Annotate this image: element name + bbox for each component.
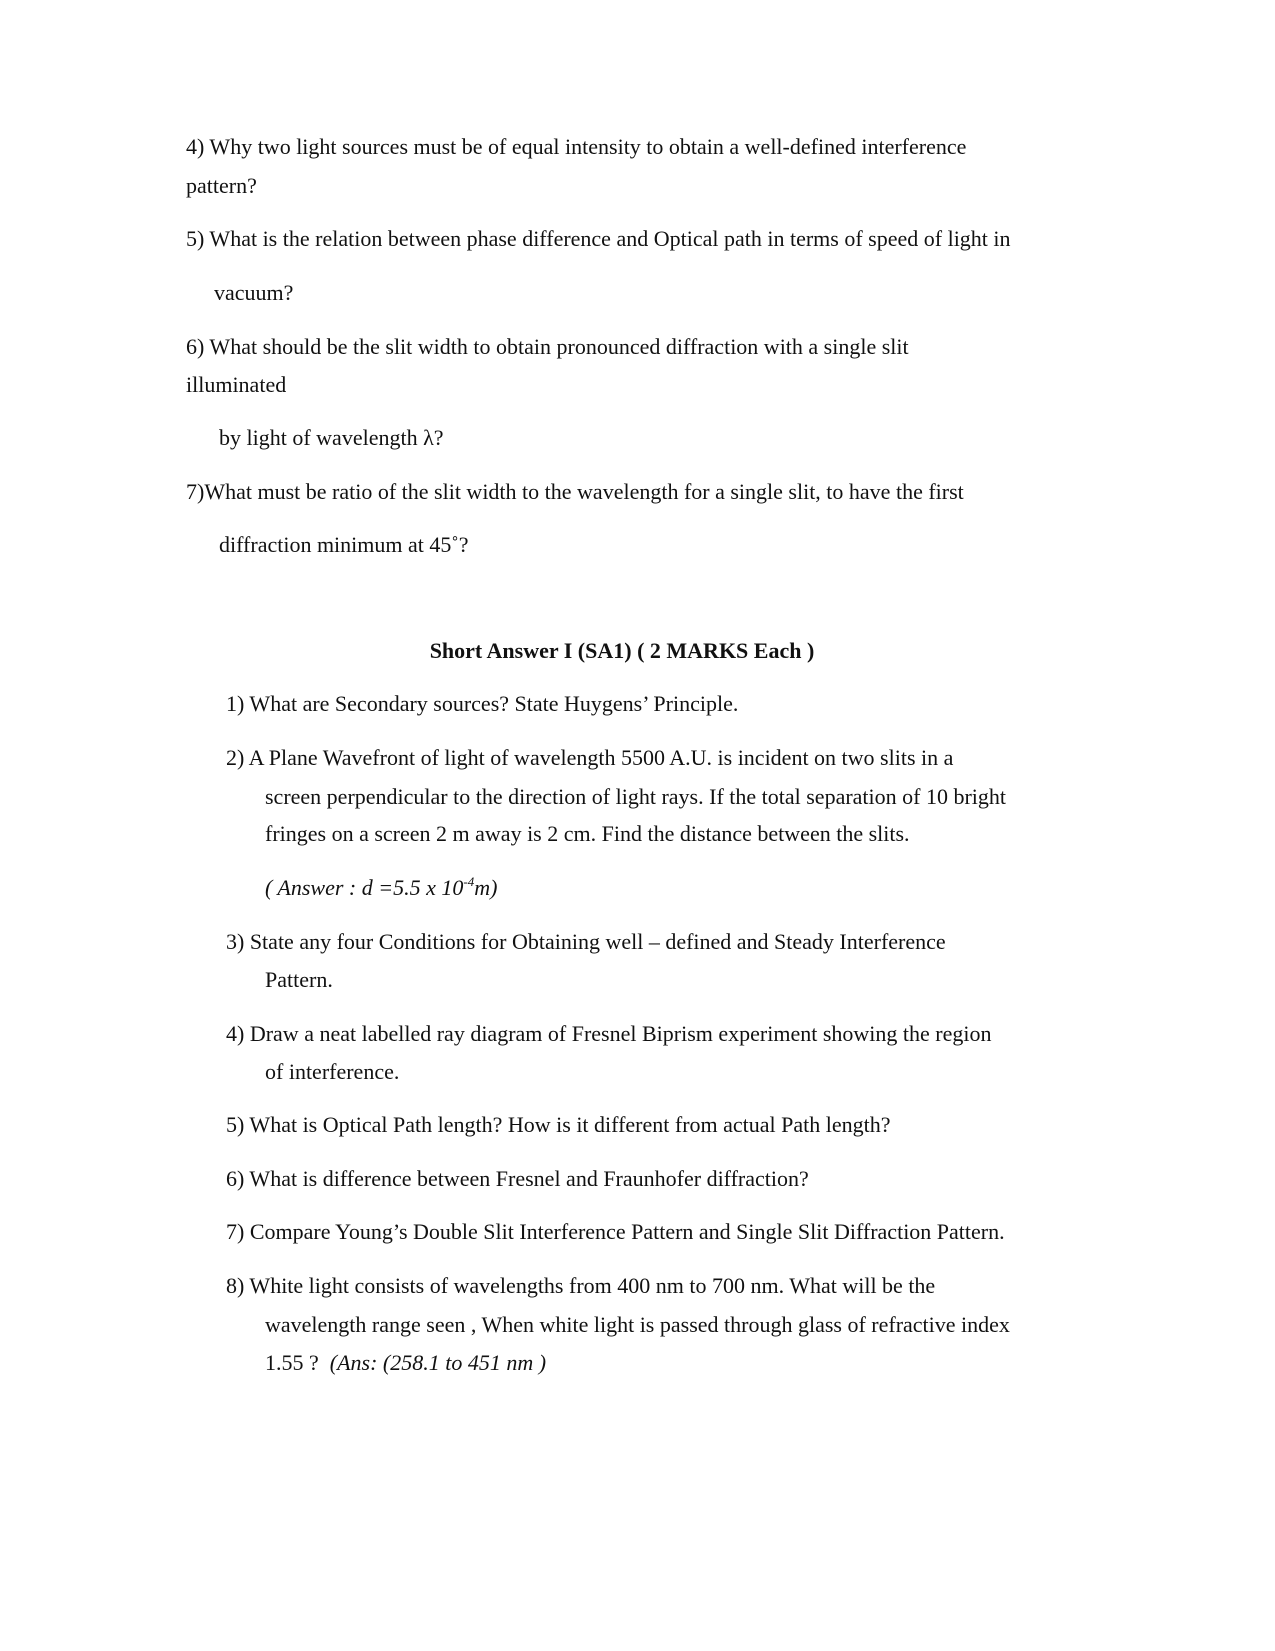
answer-exponent: -4 [463, 874, 475, 889]
sa1-question-5: 5) What is Optical Path length? How is it different from actual Path length? [226, 1112, 891, 1137]
question-7-line-1: 7)What must be ratio of the slit width to the wavelength for a single slit, to have the first [186, 479, 964, 504]
sa1-question-1: 1) What are Secondary sources? State Huygens’ Principle. [226, 691, 739, 716]
sa1-question-8-line-2: wavelength range seen , When white light is passed through glass of refractive index [265, 1312, 1010, 1337]
sa1-question-6: 6) What is difference between Fresnel and Fraunhofer diffraction? [226, 1166, 809, 1191]
sa1-question-4-line-2: of interference. [265, 1059, 400, 1084]
question-6-line-3: by light of wavelength λ? [219, 425, 444, 450]
section-heading: Short Answer I (SA1) ( 2 MARKS Each ) [429, 638, 815, 663]
answer-suffix: m) [474, 875, 498, 900]
sa1-question-8-line-1: 8) White light consists of wavelengths from 400 nm to 700 nm. What will be the [226, 1273, 936, 1298]
question-6-line-2: illuminated [186, 372, 287, 397]
sa1-question-4-line-1: 4) Draw a neat labelled ray diagram of Fresnel Biprism experiment showing the region [226, 1021, 992, 1046]
answer-prefix: ( Answer : d =5.5 x 10 [265, 875, 464, 900]
question-4-line-1: 4) Why two light sources must be of equal intensity to obtain a well-defined interference [186, 134, 967, 159]
sa1-question-2-line-3: fringes on a screen 2 m away is 2 cm. Find the distance between the slits. [265, 821, 910, 846]
question-8-text-end: 1.55 ? [265, 1350, 330, 1375]
sa1-question-2-line-2: screen perpendicular to the direction of light rays. If the total separation of 10 bright [265, 784, 1007, 809]
sa1-question-3-line-2: Pattern. [265, 967, 333, 992]
sa1-question-3-line-1: 3) State any four Conditions for Obtaining well – defined and Steady Interference [226, 929, 946, 954]
sa1-question-7: 7) Compare Young’s Double Slit Interference Pattern and Single Slit Diffraction Pattern. [226, 1219, 1005, 1244]
question-5-line-1: 5) What is the relation between phase difference and Optical path in terms of speed of light in [186, 226, 1011, 251]
question-4-line-2: pattern? [186, 173, 257, 198]
question-6-line-1: 6) What should be the slit width to obtain pronounced diffraction with a single slit [186, 334, 909, 359]
question-8-answer: (Ans: (258.1 to 451 nm ) [329, 1350, 547, 1375]
sa1-question-2-line-1: 2) A Plane Wavefront of light of wavelength 5500 A.U. is incident on two slits in a [226, 745, 954, 770]
sa1-question-8-line-3 [265, 1350, 546, 1376]
question-5-line-2: vacuum? [214, 280, 294, 305]
sa1-question-2-answer [265, 875, 497, 901]
question-7-line-2: diffraction minimum at 45˚? [219, 532, 469, 557]
